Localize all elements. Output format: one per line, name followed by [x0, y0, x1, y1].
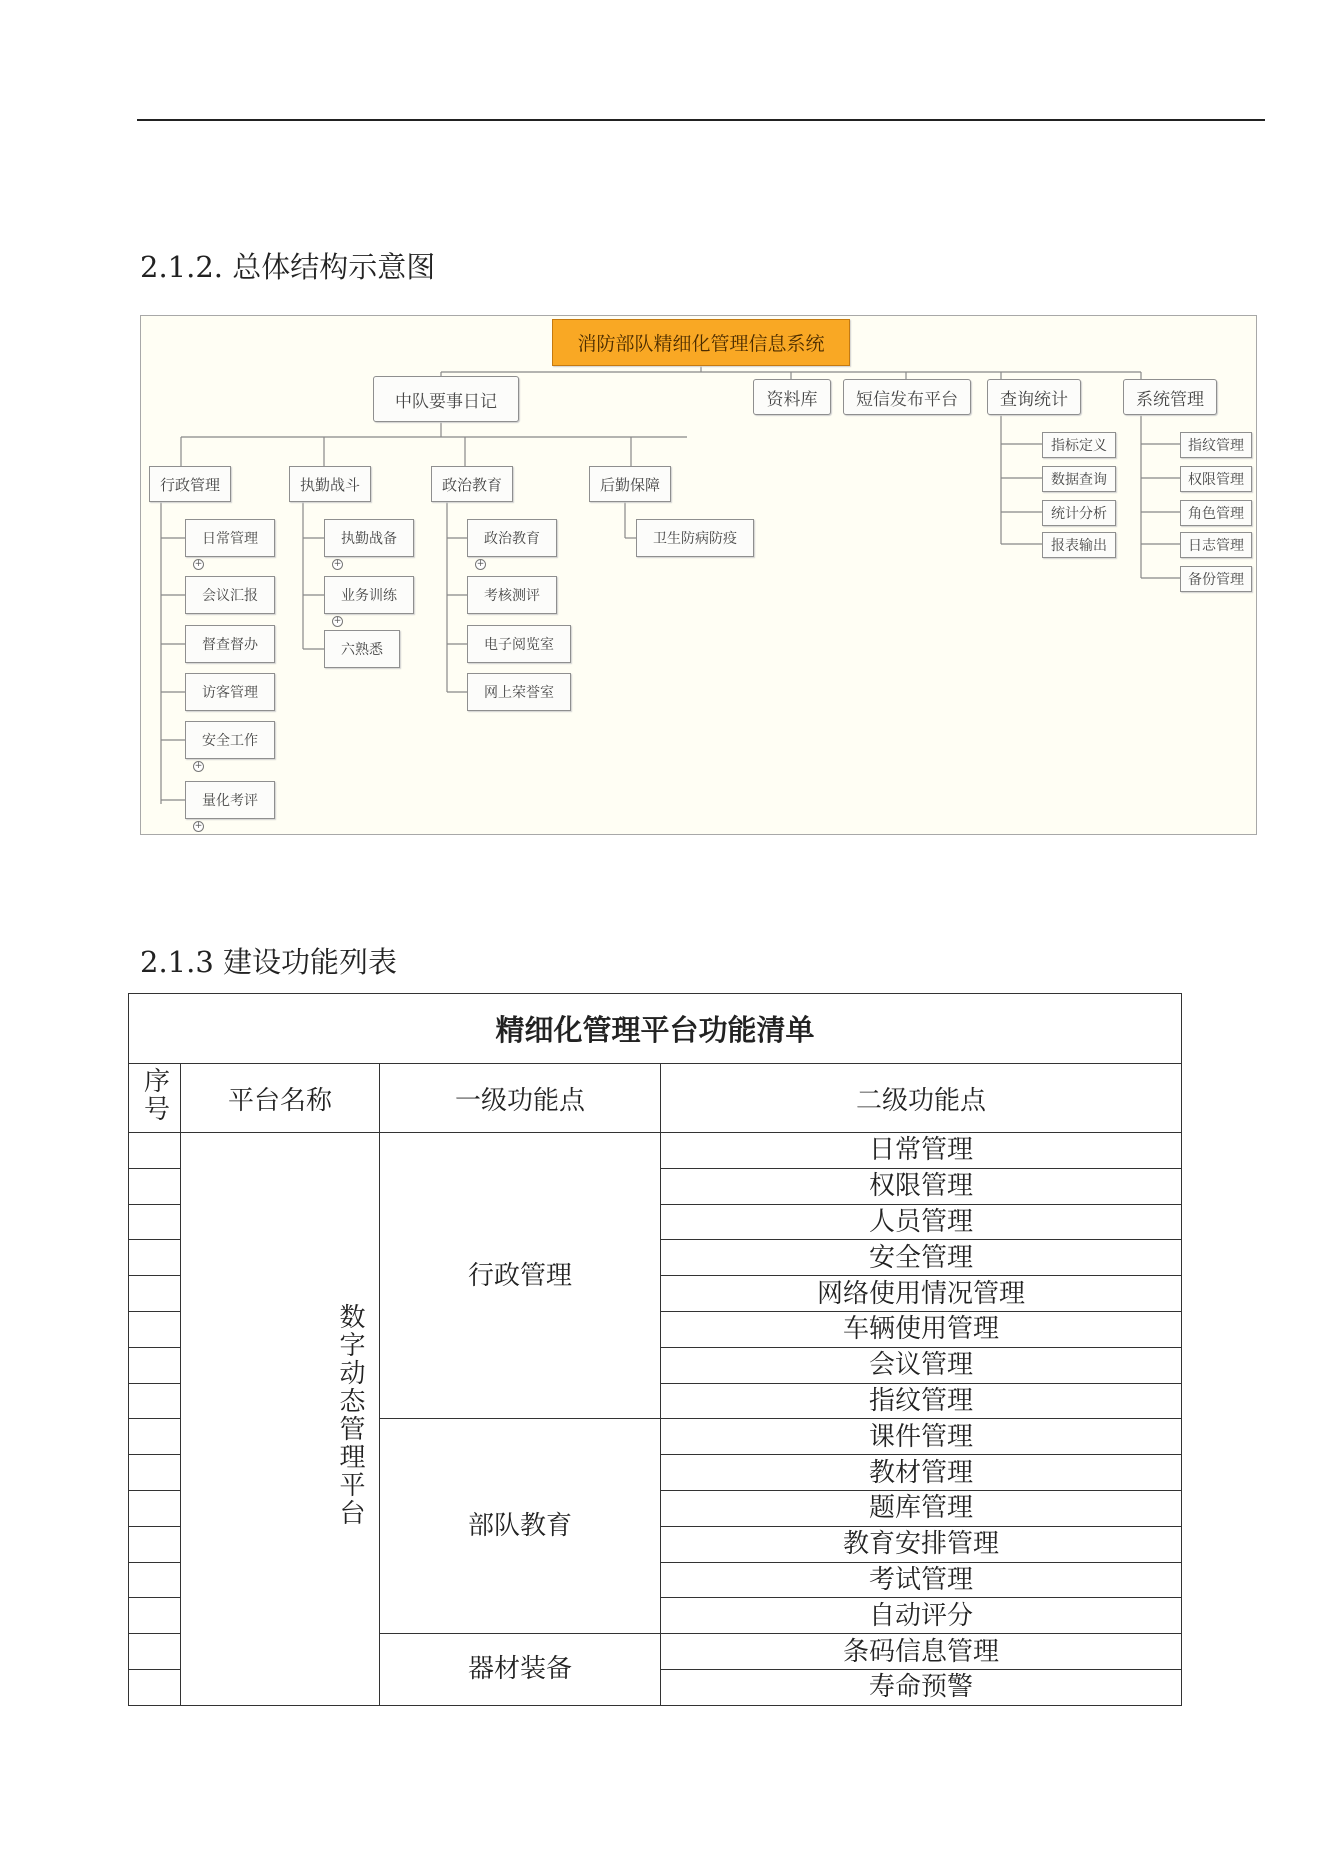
function-list-table-wrapper [128, 993, 1181, 1706]
level2-cell: 安全管理 [661, 1240, 1182, 1276]
node-backup-management: 备份管理 [1180, 566, 1252, 592]
node-duty-combat: 执勤战斗 [289, 466, 371, 502]
node-admin-management: 行政管理 [149, 466, 231, 502]
node-system-admin: 系统管理 [1123, 379, 1217, 415]
header-seq: 序号 [129, 1064, 181, 1133]
seq-cell [129, 1669, 181, 1705]
diagram-root-node: 消防部队精细化管理信息系统 [552, 319, 850, 366]
header-level1: 一级功能点 [380, 1064, 661, 1133]
level1-admin: 行政管理 [380, 1133, 661, 1419]
node-quantitative-evaluation: 量化考评 [185, 781, 275, 819]
seq-cell [129, 1598, 181, 1634]
seq-cell [129, 1634, 181, 1670]
seq-cell [129, 1562, 181, 1598]
node-e-reading-room: 电子阅览室 [467, 625, 571, 663]
level2-cell: 网络使用情况管理 [661, 1276, 1182, 1312]
node-role-management: 角色管理 [1180, 500, 1252, 526]
plus-circle-icon: + [333, 559, 342, 569]
level2-cell: 教材管理 [661, 1455, 1182, 1491]
seq-cell [129, 1276, 181, 1312]
level1-troop-education: 部队教育 [380, 1419, 661, 1634]
level2-cell: 指纹管理 [661, 1383, 1182, 1419]
plus-circle-icon: + [194, 821, 203, 831]
level2-cell: 教育安排管理 [661, 1526, 1182, 1562]
node-indicator-definition: 指标定义 [1042, 432, 1116, 458]
node-political-edu-item: 政治教育 [467, 519, 557, 557]
node-daily-management: 日常管理 [185, 519, 275, 557]
level1-equipment: 器材装备 [380, 1634, 661, 1706]
level2-cell: 车辆使用管理 [661, 1311, 1182, 1347]
seq-cell [129, 1455, 181, 1491]
plus-circle-icon: + [194, 761, 203, 771]
seq-cell [129, 1204, 181, 1240]
node-log-management: 日志管理 [1180, 532, 1252, 558]
node-fingerprint-management: 指纹管理 [1180, 432, 1252, 458]
seq-cell [129, 1347, 181, 1383]
plus-circle-icon: + [476, 559, 485, 569]
level2-cell: 人员管理 [661, 1204, 1182, 1240]
plus-circle-icon: + [333, 616, 342, 626]
node-six-familiarity: 六熟悉 [324, 630, 400, 668]
node-safety-work: 安全工作 [185, 721, 275, 759]
section-heading-2-1-2: 2.1.2. 总体结构示意图 [140, 250, 436, 284]
level2-cell: 自动评分 [661, 1598, 1182, 1634]
level2-cell: 考试管理 [661, 1562, 1182, 1598]
function-list-table [128, 993, 1182, 1706]
structure-diagram [140, 315, 1257, 835]
seq-cell [129, 1383, 181, 1419]
node-supervision: 督查督办 [185, 625, 275, 663]
level2-cell: 课件管理 [661, 1419, 1182, 1455]
node-permission-management: 权限管理 [1180, 466, 1252, 492]
seq-cell [129, 1490, 181, 1526]
platform-name-cell: 数字动态管理平台 [181, 1133, 380, 1706]
plus-circle-icon: + [194, 559, 203, 569]
diagram-connectors [141, 316, 1258, 836]
table-caption: 精细化管理平台功能清单 [129, 994, 1182, 1064]
header-platform-name: 平台名称 [181, 1064, 380, 1133]
node-data-query: 数据查询 [1042, 466, 1116, 492]
node-statistical-analysis: 统计分析 [1042, 500, 1116, 526]
node-assessment: 考核测评 [467, 576, 557, 614]
level2-cell: 日常管理 [661, 1133, 1182, 1169]
node-logistics: 后勤保障 [589, 466, 671, 502]
node-report-output: 报表输出 [1042, 532, 1116, 558]
node-visitor-management: 访客管理 [185, 673, 275, 711]
level2-cell: 条码信息管理 [661, 1634, 1182, 1670]
node-political-education: 政治教育 [431, 466, 513, 502]
section-heading-2-1-3: 2.1.3 建设功能列表 [140, 945, 398, 979]
node-sms-platform: 短信发布平台 [843, 379, 971, 415]
level2-cell: 寿命预警 [661, 1669, 1182, 1705]
node-query-stats: 查询统计 [987, 379, 1081, 415]
node-duty-readiness: 执勤战备 [324, 519, 414, 557]
seq-cell [129, 1133, 181, 1169]
header-rule [137, 119, 1265, 121]
seq-cell [129, 1168, 181, 1204]
seq-cell [129, 1240, 181, 1276]
level2-cell: 权限管理 [661, 1168, 1182, 1204]
header-level2: 二级功能点 [661, 1064, 1182, 1133]
node-library: 资料库 [753, 379, 831, 415]
node-business-training: 业务训练 [324, 576, 414, 614]
seq-cell [129, 1419, 181, 1455]
node-meeting-report: 会议汇报 [185, 576, 275, 614]
level2-cell: 题库管理 [661, 1490, 1182, 1526]
node-squad-diary: 中队要事日记 [373, 376, 519, 422]
level2-cell: 会议管理 [661, 1347, 1182, 1383]
seq-cell [129, 1526, 181, 1562]
node-health-epidemic: 卫生防病防疫 [636, 519, 754, 557]
seq-cell [129, 1311, 181, 1347]
node-online-honor-room: 网上荣誉室 [467, 673, 571, 711]
